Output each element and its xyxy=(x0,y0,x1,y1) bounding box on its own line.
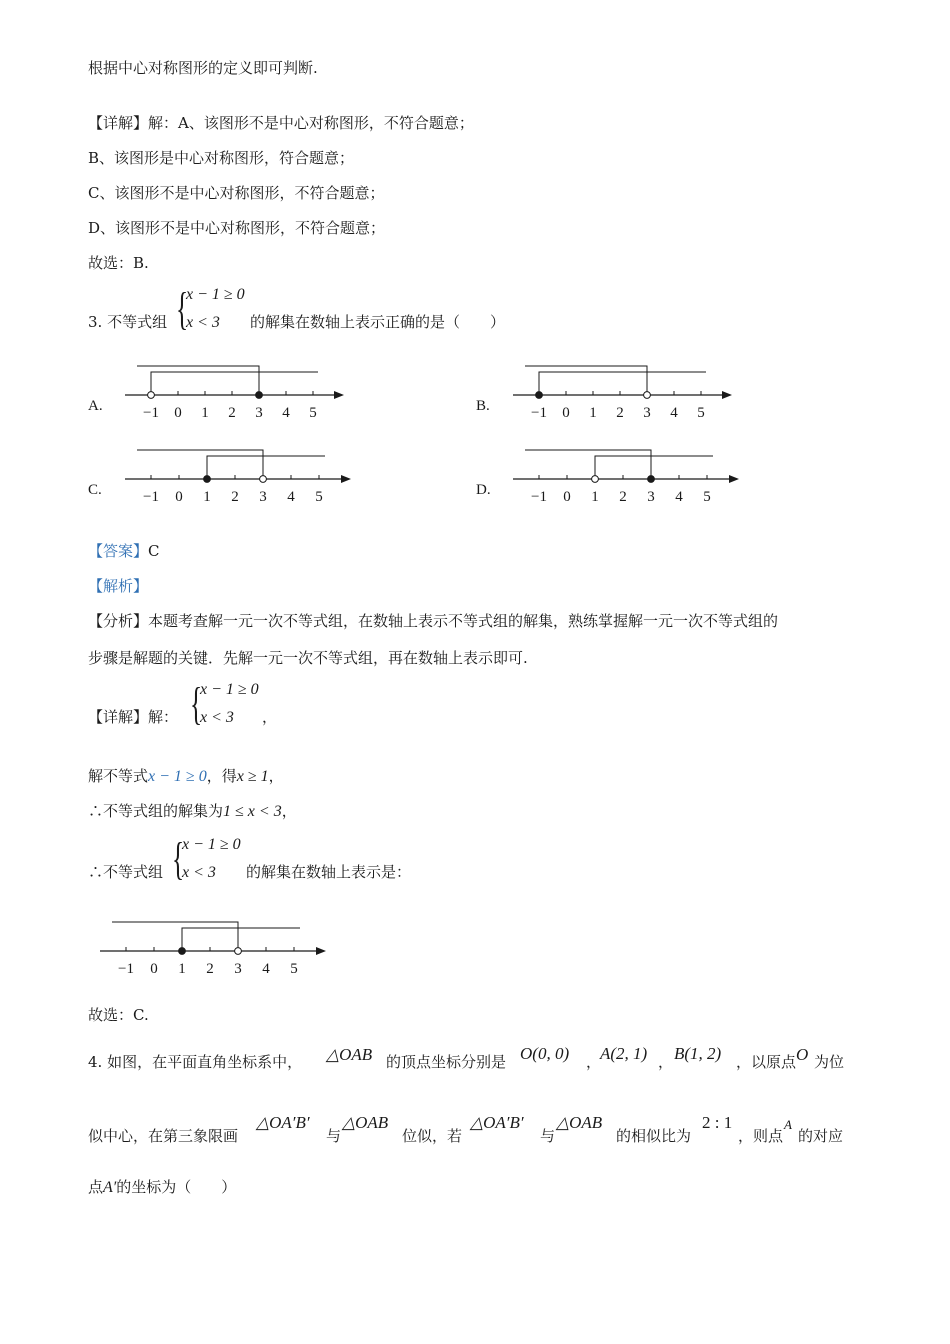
q4-l2-a: 似中心，在第三象限画 xyxy=(88,1127,239,1145)
solution-set: 1 ≤ x < 3 xyxy=(223,803,282,820)
analysis-tag: 【解析】 xyxy=(88,577,149,595)
therefore-line-1 xyxy=(88,801,297,822)
upper-bound-ray xyxy=(525,450,651,479)
left-brace: { xyxy=(190,678,203,729)
lower-bound-ray xyxy=(595,456,713,479)
open-endpoint xyxy=(235,948,242,955)
tick-label: 5 xyxy=(697,405,705,421)
tick-label: 2 xyxy=(206,961,214,977)
point-b-coords: B(1, 2) xyxy=(674,1044,722,1063)
tick-label: 1 xyxy=(589,405,597,421)
lower-bound-ray xyxy=(207,456,325,479)
q4-l2-d: ，则点 xyxy=(738,1127,784,1145)
answer-line xyxy=(88,541,160,561)
q3-stem-after: 的解集在数轴上表示正确的是（ ） xyxy=(250,313,506,331)
axis-arrow xyxy=(341,475,351,483)
q2-detail xyxy=(88,113,474,133)
closed-endpoint xyxy=(256,392,263,399)
open-endpoint xyxy=(644,392,651,399)
tick-label: 1 xyxy=(201,405,209,421)
tick-label: 0 xyxy=(150,961,158,977)
intro-line: 根据中心对称图形的定义即可判断. xyxy=(88,59,318,77)
tick-label: 3 xyxy=(647,489,655,505)
tick-label: 3 xyxy=(259,489,267,505)
system-row-2: x < 3 xyxy=(186,314,220,331)
detail-prefix: 解： xyxy=(148,708,179,726)
solve-line xyxy=(88,766,284,787)
lower-bound-ray xyxy=(151,372,318,395)
tick-label: 3 xyxy=(255,405,263,421)
tick-label: 2 xyxy=(231,489,239,505)
therefore-suffix: 的解集在数轴上表示是： xyxy=(246,863,412,881)
axis-arrow xyxy=(334,391,344,399)
therefore-system xyxy=(172,834,252,890)
tick-label: 1 xyxy=(591,489,599,505)
tick-label: −1 xyxy=(118,961,134,977)
triangle-oa-b-prime: △OA′B′ xyxy=(256,1113,310,1132)
q4-with-2: 与 xyxy=(540,1127,556,1145)
therefore-system-row-1: x − 1 ≥ 0 xyxy=(182,836,241,853)
triangle-oab: △OAB xyxy=(326,1045,373,1064)
upper-bound-ray xyxy=(525,366,647,395)
q4-l3 xyxy=(88,1177,236,1198)
left-brace: { xyxy=(176,283,189,334)
triangle-oab-2: △OAB xyxy=(342,1113,389,1132)
inequality-system xyxy=(176,284,256,340)
tick-label: 3 xyxy=(643,405,651,421)
q4-l1-c: ，以原点 xyxy=(736,1053,797,1071)
q3-number xyxy=(88,312,167,332)
tick-label: 5 xyxy=(290,961,298,977)
tick-label: 0 xyxy=(562,405,570,421)
sep-2: ， xyxy=(658,1053,674,1071)
stem-before: 不等式组 xyxy=(107,313,168,331)
number-line-option-a xyxy=(125,362,350,422)
tick-label: 5 xyxy=(309,405,317,421)
tick-label: 2 xyxy=(616,405,624,421)
detail-tag: 【详解】 xyxy=(88,708,149,726)
detail-suffix: ， xyxy=(262,708,278,726)
tick-label: 4 xyxy=(287,489,295,505)
q2-choose: 故选：B. xyxy=(88,254,149,272)
option-a-label: A. xyxy=(88,398,103,414)
closed-endpoint xyxy=(179,948,186,955)
upper-bound-ray xyxy=(137,450,263,479)
solve-mid: ，得 xyxy=(206,767,237,785)
number-line-option-c xyxy=(125,446,360,506)
tick-label: 4 xyxy=(282,405,290,421)
q3-choose: 故选：C. xyxy=(88,1006,149,1024)
option-d-label: D. xyxy=(476,482,491,498)
tick-label: 2 xyxy=(228,405,236,421)
solve-result: x ≥ 1 xyxy=(236,768,269,785)
q4-l2-b: 位似，若 xyxy=(402,1127,463,1145)
tick-label: 0 xyxy=(175,489,183,505)
open-endpoint xyxy=(260,476,267,483)
tick-label: 0 xyxy=(563,489,571,505)
tick-label: 2 xyxy=(619,489,627,505)
tick-label: 5 xyxy=(703,489,711,505)
q4-l1-b: 的顶点坐标分别是 xyxy=(386,1053,507,1071)
q4-l3-a: 点 xyxy=(88,1178,104,1196)
q2-line-d: D、该图形不是中心对称图形，不符合题意； xyxy=(88,219,386,237)
detail-system-row-2: x < 3 xyxy=(200,709,234,726)
analysis-sub-tag: 【分析】 xyxy=(88,612,149,630)
q2-line-c: C、该图形不是中心对称图形，不符合题意； xyxy=(88,184,385,202)
q4-l1-a: 4. 如图，在平面直角坐标系中， xyxy=(88,1053,303,1071)
axis-arrow xyxy=(722,391,732,399)
tick-label: −1 xyxy=(531,405,547,421)
solve-inequality: x − 1 ≥ 0 xyxy=(148,768,207,785)
answer-tag: 【答案】 xyxy=(88,542,149,560)
detail-system-row-1: x − 1 ≥ 0 xyxy=(200,681,259,698)
axis-arrow xyxy=(316,947,326,955)
detail-tag: 【详解】 xyxy=(88,114,149,132)
detail-text: 解：A、该图形不是中心对称图形，不符合题意； xyxy=(148,114,474,132)
tick-label: −1 xyxy=(143,405,159,421)
point-a-coords: A(2, 1) xyxy=(600,1044,648,1063)
q4-l3-b: 的坐标为（ ） xyxy=(116,1178,237,1196)
point-o-coords: O(0, 0) xyxy=(520,1044,570,1063)
lower-bound-ray xyxy=(182,928,300,951)
triangle-oab-3: △OAB xyxy=(556,1113,603,1132)
option-b-label: B. xyxy=(476,398,490,414)
closed-endpoint xyxy=(204,476,211,483)
point-a-prime: A′ xyxy=(103,1179,117,1196)
detail-system xyxy=(190,679,270,735)
tick-label: −1 xyxy=(143,489,159,505)
sep-1: ， xyxy=(586,1053,602,1071)
question-number: 3. xyxy=(88,313,103,331)
upper-bound-ray xyxy=(112,922,238,951)
system-row-1: x − 1 ≥ 0 xyxy=(186,286,245,303)
therefore-end: ， xyxy=(281,802,297,820)
tick-label: 1 xyxy=(203,489,211,505)
q3-detail xyxy=(88,707,178,727)
solve-prefix: 解不等式 xyxy=(88,767,149,785)
analysis-text-1: 本题考查解一元一次不等式组，在数轴上表示不等式组的解集，熟练掌握解一元一次不等式组的 xyxy=(148,612,779,630)
solve-end: ， xyxy=(268,767,284,785)
option-c-label: C. xyxy=(88,482,102,498)
origin-o: O xyxy=(796,1045,809,1064)
left-brace: { xyxy=(172,833,185,884)
open-endpoint xyxy=(592,476,599,483)
analysis-line-1 xyxy=(88,611,778,631)
ratio: 2 : 1 xyxy=(702,1113,733,1132)
open-endpoint xyxy=(148,392,155,399)
q4-l2-c: 的相似比为 xyxy=(616,1127,692,1145)
q4-l1-d: 为位 xyxy=(814,1053,845,1071)
tick-label: 4 xyxy=(670,405,678,421)
number-line-solution xyxy=(100,918,335,978)
point-a: A xyxy=(784,1117,792,1132)
lower-bound-ray xyxy=(539,372,706,395)
therefore-system-row-2: x < 3 xyxy=(182,864,216,881)
axis-arrow xyxy=(729,475,739,483)
tick-label: 5 xyxy=(315,489,323,505)
tick-label: −1 xyxy=(531,489,547,505)
answer-value: C xyxy=(148,542,160,560)
q4-with-1: 与 xyxy=(326,1127,342,1145)
tick-label: 3 xyxy=(234,961,242,977)
triangle-oa-b-prime-2: △OA′B′ xyxy=(470,1113,524,1132)
therefore-prefix: ∴不等式组的解集为 xyxy=(88,802,224,820)
closed-endpoint xyxy=(536,392,543,399)
closed-endpoint xyxy=(648,476,655,483)
tick-label: 4 xyxy=(675,489,683,505)
number-line-option-d xyxy=(513,446,748,506)
q4-l2-e: 的对应 xyxy=(798,1127,844,1145)
tick-label: 4 xyxy=(262,961,270,977)
upper-bound-ray xyxy=(137,366,259,395)
analysis-line-2: 步骤是解题的关键．先解一元一次不等式组，再在数轴上表示即可. xyxy=(88,649,528,667)
q2-line-b: B、该图形是中心对称图形，符合题意； xyxy=(88,149,355,167)
therefore-line-2: ∴不等式组 xyxy=(88,863,164,881)
number-line-option-b xyxy=(513,362,738,422)
tick-label: 0 xyxy=(174,405,182,421)
tick-label: 1 xyxy=(178,961,186,977)
